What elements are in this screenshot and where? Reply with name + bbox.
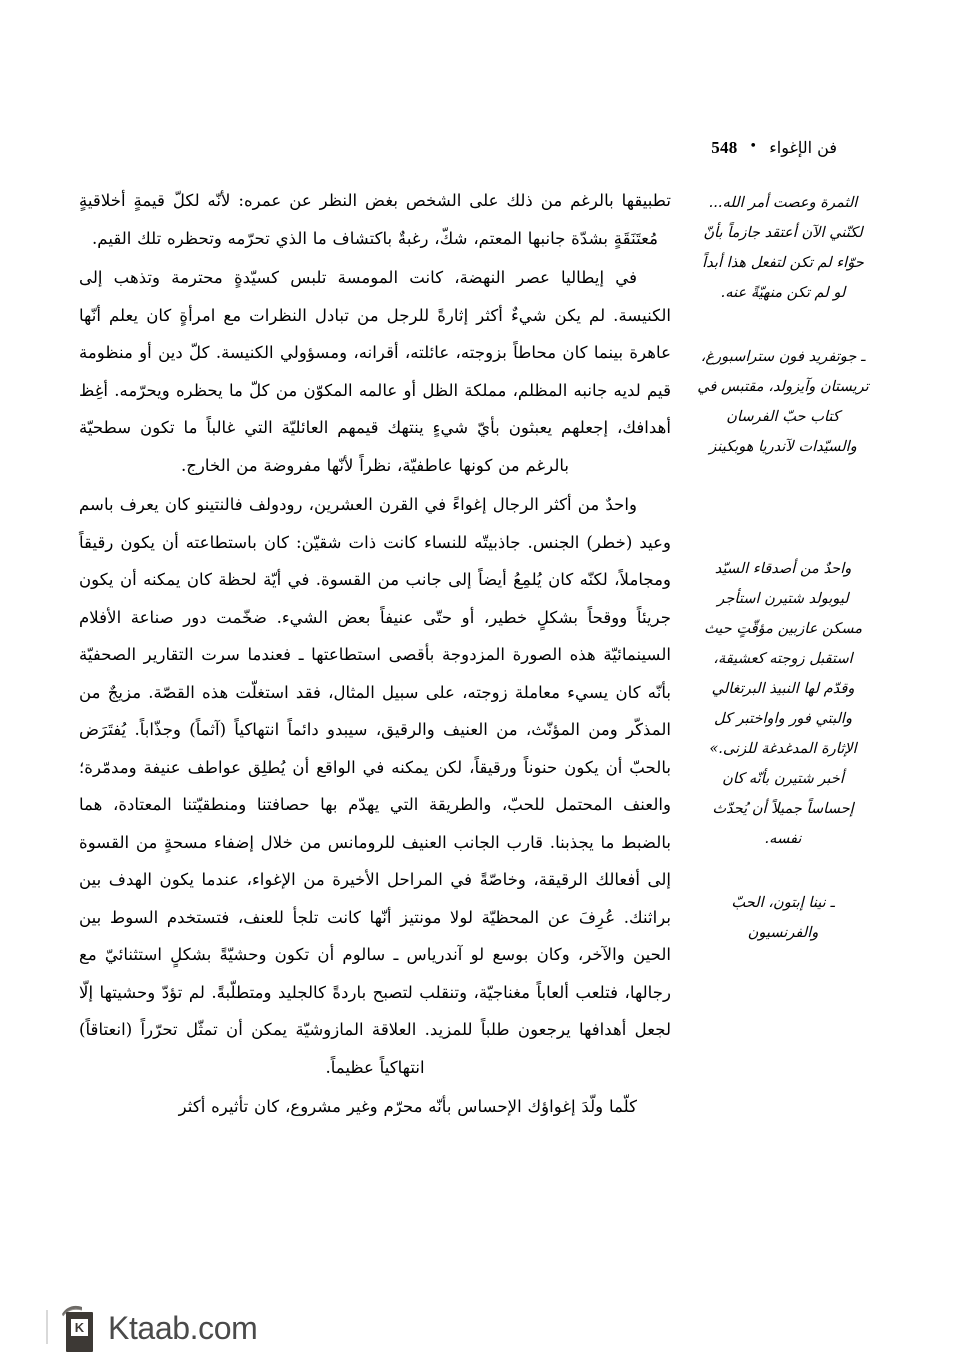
page-edge-divider bbox=[46, 1310, 48, 1344]
margin-note-2: واحدٌ من أصدقاء السيّد ليوبولد شتيرن استأجر مسكن عازبين مؤقّتٍ حيث استقبل زوجته كعشيقة، وقدّم لها النبيذ البرتغالي والبتي فور واواختبر كل الإثارة المدغدغة للزنى.» أخبر شتيرن بأنّه كان إحساساً جميلاً أن يُحدّث نفسه. bbox=[703, 560, 863, 847]
margin-attribution-1: ـ جوتفريد فون ستراسبورغ، تريستان وآيزولد، مقتبس في كتاب حبّ الفرسان والسيّدات لآندريا هوبكينز bbox=[697, 348, 869, 455]
body-paragraph: كلّما ولّدَ إغواؤك الإحساس بأنّه محرّم وغير مشروع، كان تأثيره أكثر bbox=[178, 1097, 637, 1116]
margin-spacer-1 bbox=[697, 308, 869, 342]
running-head-separator-dot: • bbox=[749, 139, 758, 154]
margin-notes-column bbox=[697, 182, 869, 948]
body-paragraph: واحدٌ من أكثر الرجال إغواءً في القرن العشرين، رودولف فالنتينو كان يعرف باسم وعيد (خطر) الجنس. جاذبيتّه للنساء كانت ذات شقيّن: كان باستطاعته أن يكون رقيقاً ومجاملاً، لكنّه كان يُلمِعُ أيضاً إلى جانب من القسوة. في أيّة لحظة كان يمكنه أن يكون جريئاً ووقحاً بشكلٍ خطير، أو حتّى عنيفاً بعض الشيء. ضخّمت دور صناعة الأفلام السينمائيّة هذه الصورة المزدوجة بأقصى استطاعتها ـ فعندما سرت التقارير الصحفيّة بأنّه كان يسيء معاملة زوجته، على سبيل المثال، فقد استغلّت هذه القصّة. مزيجٌ من المذكّر ومن المؤنّث، من العنيف والرقيق، سيبدو دائماً انتهاكياً (آثماً) وجذّاباً. يُفتَرَض بالحبّ أن يكون حنوناً ورقيقاً، لكن يمكنه في الواقع أن يُطلِق عواطف عنيفة ومدمّرة؛ والعنف المحتمل للحبّ، والطريقة التي يهدّم بها حصافتنا ومنطقيّتنا المعتادة، هما بالضبط ما يجذبنا. قارب الجانب العنيف للرومانس من خلال إضفاء مسحةٍ من القسوة إلى أفعالك الرقيقة، وخاصّةً في المراحل الأخيرة من الإغواء، عندما يكون الهدف بين براثنك. عُرِفَ عن المحظيّة لولا مونتيز أنّها كانت تلجأ للعنف، فتستخدم السوط بين الحين والآخر، وكان بوسع لو آندرياس ـ سالوم أن تكون وحشيّةً بشكلٍ استثنائيّ مع رجالها، فتلعب ألعاباً مغناجيّة، وتنقلب لتصبح باردةً كالجليد ومتطلّبةً. لم تؤدّ وحشيتها إلّا لجعل أهدافها يرجعون طلباً للمزيد. العلاقة المازوشيّة يمكن أن تمثّل تحرّراً (انعتاقاً) انتهاكياً عظيماً. bbox=[79, 495, 671, 1077]
main-text-column bbox=[79, 182, 671, 1128]
running-head bbox=[711, 138, 837, 158]
margin-attribution-2: ـ نينا إبتون، الحبّ والفرنسيون bbox=[731, 894, 835, 941]
margin-spacer-2 bbox=[697, 462, 869, 554]
ktaab-watermark bbox=[62, 1304, 257, 1352]
ktaab-brand-text: Ktaab.com bbox=[108, 1310, 258, 1346]
book-icon-letter: K bbox=[71, 1319, 88, 1336]
body-paragraph: تطبيقها بالرغم من ذلك على الشخص بغض النظر عن عمره: لأنّه لكلّ قيمةٍ أخلاقيةٍ مُعتَنَقَةٍ بشدّة جانبها المعتم، شكّ، رغبةٌ باكتشاف ما الذي تحرّمه وتحظره تلك القيم. bbox=[79, 191, 671, 248]
margin-spacer-3 bbox=[697, 854, 869, 888]
running-head-book-title: فن الإغواء bbox=[769, 138, 837, 157]
page-number: 548 bbox=[711, 138, 738, 157]
page-content bbox=[79, 182, 869, 1128]
body-paragraph: في إيطاليا عصر النهضة، كانت المومسة تلبس كسيّدةٍ محترمة وتذهب إلى الكنيسة. لم يكن شيءٌ أكثر إثارةً للرجل من تبادل النظرات مع امرأةٍ كان يعلم أنّها عاهرة بينما كان محاطاً بزوجته، عائلته، أقرانه، ومسؤولي الكنيسة. كلّ دين أو منظومة قيم لديه جانبه المظلم، مملكة الظل أو عالمه المكوّن من كلّ ما يحظره ويحرّمه. أغِظ أهدافك، إجعلهم يعبثون بأيّ شيءٍ ينتهك قيمهم العائليّة التي غالباً ما تكون سطحيّة بالرغم من كونها عاطفيّة، نظراً لأنّها مفروضة من الخارج. bbox=[79, 268, 671, 475]
book-icon bbox=[62, 1304, 96, 1352]
margin-note-1: الثمرة وعصت أمر الله... لكنّني الآن أعتقد جازماً بأنّ حوّاء لم تكن لتفعل هذا أبداً لو لم تكن منهيّةً عنه. bbox=[702, 194, 864, 301]
